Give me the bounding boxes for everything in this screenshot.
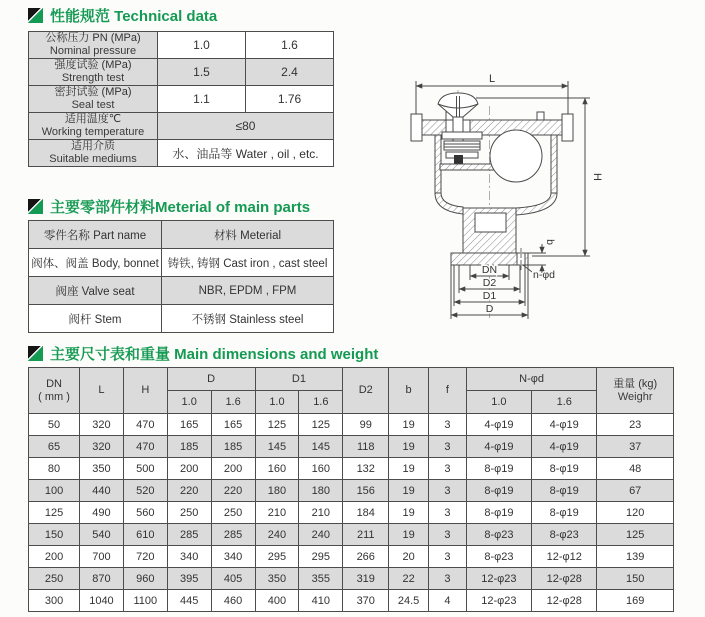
part-cell: 阀座 Valve seat <box>29 277 162 305</box>
table-row <box>29 524 674 546</box>
dim-cell: 50 <box>29 414 80 436</box>
dim-cell: 19 <box>389 502 429 524</box>
subheader-pn: 1.0 <box>167 391 211 414</box>
dim-cell: 165 <box>211 414 255 436</box>
dim-cell: 220 <box>167 480 211 502</box>
dim-cell: 470 <box>123 436 167 458</box>
header-h: H <box>123 368 167 414</box>
dim-cell: 125 <box>29 502 80 524</box>
dim-cell: 4-φ19 <box>532 414 597 436</box>
table-row <box>29 140 334 167</box>
dim-cell: 560 <box>123 502 167 524</box>
dim-cell: 490 <box>80 502 124 524</box>
dim-cell: 12-φ23 <box>466 568 531 590</box>
label-en: Strength test <box>61 72 125 85</box>
section-marker-icon <box>28 8 43 23</box>
table-row <box>29 305 334 333</box>
dim-cell: 500 <box>123 458 167 480</box>
dim-cell: 139 <box>597 546 674 568</box>
label-zh: 密封试验 (MPa) <box>54 86 132 99</box>
label-zh: 适用温度℃ <box>64 113 122 126</box>
subheader-pn: 1.6 <box>211 391 255 414</box>
value-cell: 1.1 <box>158 86 246 113</box>
dim-cell: 3 <box>429 568 467 590</box>
dim-cell: 250 <box>211 502 255 524</box>
dim-label-H: H <box>591 173 603 181</box>
materials-table <box>28 220 334 333</box>
label-zh: 适用介质 <box>71 140 115 153</box>
label-en: Seal test <box>71 99 115 112</box>
value-cell: ≤80 <box>158 113 334 140</box>
dim-cell: 285 <box>167 524 211 546</box>
dim-cell: 8-φ19 <box>466 458 531 480</box>
section-title-materials <box>28 196 310 217</box>
header-n-phi-d: N-φd <box>466 368 597 391</box>
dim-cell: 320 <box>80 436 124 458</box>
section-marker-icon <box>28 346 43 361</box>
dim-cell: 65 <box>29 436 80 458</box>
dim-cell: 12-φ23 <box>466 590 531 612</box>
section-title-text: 主要零部件材料Meterial of main parts <box>50 199 311 216</box>
header-material: 材料 Meterial <box>162 221 334 249</box>
dim-cell: 100 <box>29 480 80 502</box>
dim-label-DN: DN <box>481 264 498 276</box>
dim-cell: 240 <box>255 524 299 546</box>
dim-cell: 395 <box>167 568 211 590</box>
dim-cell: 1100 <box>123 590 167 612</box>
table-row <box>29 113 334 140</box>
dim-label-D1: D1 <box>482 290 497 302</box>
valve-drawing <box>396 56 651 356</box>
subheader-pn: 1.6 <box>299 391 343 414</box>
dim-cell: 8-φ19 <box>466 480 531 502</box>
dim-cell: 266 <box>343 546 389 568</box>
dim-cell: 720 <box>123 546 167 568</box>
section-title-text: 主要尺寸表和重量 Main dimensions and weight <box>50 346 379 363</box>
dim-cell: 185 <box>211 436 255 458</box>
dim-cell: 3 <box>429 436 467 458</box>
part-cell: 阀体、阀盖 Body, bonnet <box>29 249 162 277</box>
material-cell: 铸铁, 铸钢 Cast iron , cast steel <box>162 249 334 277</box>
dim-cell: 350 <box>80 458 124 480</box>
dim-cell: 184 <box>343 502 389 524</box>
header-d1: D1 <box>255 368 343 391</box>
dim-cell: 540 <box>80 524 124 546</box>
table-row <box>29 249 334 277</box>
header-d: D <box>167 368 255 391</box>
dim-cell: 200 <box>167 458 211 480</box>
header-dn-line1: DN <box>46 377 62 390</box>
dim-cell: 169 <box>597 590 674 612</box>
subheader-pn: 1.0 <box>466 391 531 414</box>
dim-cell: 3 <box>429 502 467 524</box>
value-cell: 1.76 <box>246 86 334 113</box>
dim-cell: 610 <box>123 524 167 546</box>
dim-cell: 410 <box>299 590 343 612</box>
dim-cell: 22 <box>389 568 429 590</box>
dim-cell: 12-φ28 <box>532 568 597 590</box>
dim-cell: 340 <box>167 546 211 568</box>
dim-cell: 145 <box>255 436 299 458</box>
dim-cell: 1040 <box>80 590 124 612</box>
dim-cell: 300 <box>29 590 80 612</box>
dim-cell: 20 <box>389 546 429 568</box>
valve-geometry <box>411 81 590 319</box>
header-d2: D2 <box>343 368 389 414</box>
header-b: b <box>389 368 429 414</box>
dim-cell: 19 <box>389 436 429 458</box>
row-label <box>29 113 158 140</box>
row-label <box>29 86 158 113</box>
dim-cell: 150 <box>29 524 80 546</box>
dim-cell: 3 <box>429 458 467 480</box>
table-row <box>29 480 674 502</box>
table-row <box>29 86 334 113</box>
dim-cell: 3 <box>429 414 467 436</box>
dim-cell: 210 <box>255 502 299 524</box>
dim-cell: 19 <box>389 480 429 502</box>
table-row <box>29 59 334 86</box>
dim-cell: 125 <box>255 414 299 436</box>
technical-data-table <box>28 31 334 167</box>
value-cell: 2.4 <box>246 59 334 86</box>
table-row <box>29 277 334 305</box>
header-dn <box>29 368 80 414</box>
dim-cell: 156 <box>343 480 389 502</box>
material-cell: NBR, EPDM , FPM <box>162 277 334 305</box>
dim-cell: 160 <box>255 458 299 480</box>
dim-cell: 37 <box>597 436 674 458</box>
dim-cell: 3 <box>429 480 467 502</box>
table-row <box>29 546 674 568</box>
dim-cell: 80 <box>29 458 80 480</box>
table-row <box>29 414 674 436</box>
subheader-pn: 1.0 <box>255 391 299 414</box>
dim-cell: 470 <box>123 414 167 436</box>
table-row <box>29 502 674 524</box>
dim-cell: 211 <box>343 524 389 546</box>
dim-cell: 67 <box>597 480 674 502</box>
dim-cell: 370 <box>343 590 389 612</box>
dim-cell: 19 <box>389 414 429 436</box>
dim-cell: 210 <box>299 502 343 524</box>
dim-cell: 8-φ19 <box>532 480 597 502</box>
dim-cell: 8-φ23 <box>466 524 531 546</box>
dim-cell: 700 <box>80 546 124 568</box>
table-header-row <box>29 221 334 249</box>
header-weight-en: Weighr <box>617 390 653 403</box>
dim-cell: 440 <box>80 480 124 502</box>
subheader-pn: 1.6 <box>532 391 597 414</box>
dim-cell: 19 <box>389 458 429 480</box>
dim-cell: 8-φ19 <box>532 502 597 524</box>
dim-cell: 870 <box>80 568 124 590</box>
dim-cell: 355 <box>299 568 343 590</box>
dim-label-n-phi-d: n-φd <box>533 269 555 281</box>
dim-cell: 200 <box>29 546 80 568</box>
dim-cell: 4-φ19 <box>466 436 531 458</box>
dim-cell: 24.5 <box>389 590 429 612</box>
dim-cell: 48 <box>597 458 674 480</box>
section-title-technical-data <box>28 5 217 26</box>
dim-cell: 8-φ19 <box>532 458 597 480</box>
dim-cell: 4-φ19 <box>532 436 597 458</box>
label-zh: 强度试验 (MPa) <box>54 59 132 72</box>
label-en: Nominal pressure <box>49 45 137 58</box>
dim-cell: 460 <box>211 590 255 612</box>
dim-cell: 295 <box>255 546 299 568</box>
dim-cell: 125 <box>299 414 343 436</box>
dim-cell: 960 <box>123 568 167 590</box>
section-title-text: 性能规范 Technical data <box>50 8 218 25</box>
dim-cell: 350 <box>255 568 299 590</box>
dim-cell: 118 <box>343 436 389 458</box>
value-cell: 水、油品等 Water , oil , etc. <box>158 140 334 167</box>
dim-cell: 180 <box>299 480 343 502</box>
dim-cell: 120 <box>597 502 674 524</box>
dim-cell: 4 <box>429 590 467 612</box>
dim-label-D2: D2 <box>482 277 497 289</box>
value-cell: 1.6 <box>246 32 334 59</box>
dim-cell: 400 <box>255 590 299 612</box>
dim-cell: 250 <box>29 568 80 590</box>
dim-cell: 160 <box>299 458 343 480</box>
label-zh: 公称压力 PN (MPa) <box>45 32 141 45</box>
header-dn-line2: ( mm ) <box>38 390 70 403</box>
dim-cell: 125 <box>597 524 674 546</box>
dim-cell: 295 <box>299 546 343 568</box>
dimensions-table <box>28 367 674 612</box>
table-row <box>29 436 674 458</box>
dim-cell: 132 <box>343 458 389 480</box>
dim-cell: 12-φ28 <box>532 590 597 612</box>
dim-cell: 250 <box>167 502 211 524</box>
dim-cell: 165 <box>167 414 211 436</box>
dim-label-L: L <box>488 73 496 85</box>
value-cell: 1.5 <box>158 59 246 86</box>
table-header-row <box>29 368 674 391</box>
dim-cell: 285 <box>211 524 255 546</box>
dim-cell: 19 <box>389 524 429 546</box>
header-f: f <box>429 368 467 414</box>
label-en: Working temperature <box>41 126 145 139</box>
dim-label-b: b <box>544 239 556 245</box>
part-cell: 阀杆 Stem <box>29 305 162 333</box>
dim-cell: 8-φ23 <box>466 546 531 568</box>
dim-label-D: D <box>485 303 494 315</box>
table-row <box>29 32 334 59</box>
table-row <box>29 458 674 480</box>
dim-cell: 180 <box>255 480 299 502</box>
dim-cell: 200 <box>211 458 255 480</box>
header-weight <box>597 368 674 414</box>
table-row <box>29 590 674 612</box>
dim-cell: 23 <box>597 414 674 436</box>
header-weight-zh: 重量 (kg) <box>613 377 658 390</box>
section-marker-icon <box>28 199 43 214</box>
section-title-dimensions <box>28 343 378 364</box>
dim-cell: 8-φ23 <box>532 524 597 546</box>
float-ball <box>490 130 542 182</box>
dim-cell: 445 <box>167 590 211 612</box>
dim-cell: 99 <box>343 414 389 436</box>
dim-cell: 405 <box>211 568 255 590</box>
dim-cell: 340 <box>211 546 255 568</box>
dim-cell: 3 <box>429 524 467 546</box>
dim-cell: 4-φ19 <box>466 414 531 436</box>
row-label <box>29 59 158 86</box>
dim-cell: 520 <box>123 480 167 502</box>
header-l: L <box>80 368 124 414</box>
table-row <box>29 568 674 590</box>
dim-cell: 220 <box>211 480 255 502</box>
value-cell: 1.0 <box>158 32 246 59</box>
dim-cell: 12-φ12 <box>532 546 597 568</box>
row-label <box>29 140 158 167</box>
dim-cell: 3 <box>429 546 467 568</box>
row-label <box>29 32 158 59</box>
dim-cell: 185 <box>167 436 211 458</box>
header-part-name: 零件名称 Part name <box>29 221 162 249</box>
material-cell: 不锈钢 Stainless steel <box>162 305 334 333</box>
dim-cell: 8-φ19 <box>466 502 531 524</box>
label-en: Suitable mediums <box>49 153 137 166</box>
dim-cell: 319 <box>343 568 389 590</box>
dim-cell: 320 <box>80 414 124 436</box>
dim-cell: 240 <box>299 524 343 546</box>
dim-cell: 150 <box>597 568 674 590</box>
dim-cell: 145 <box>299 436 343 458</box>
